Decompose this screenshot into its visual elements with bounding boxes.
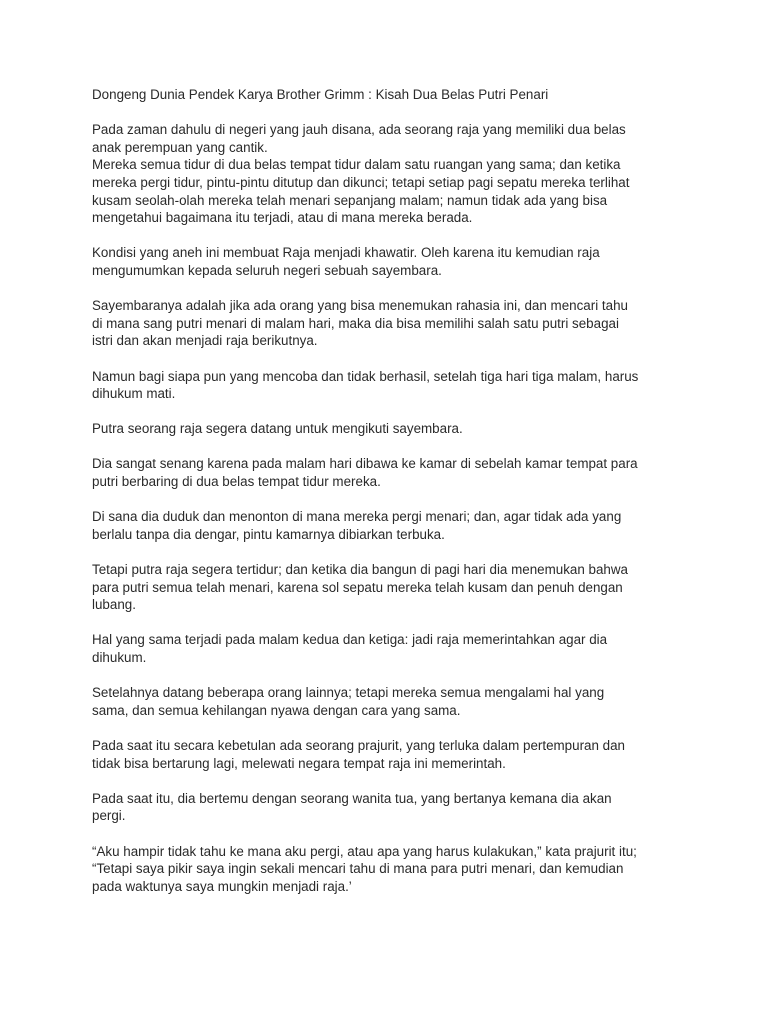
paragraph-13: “Aku hampir tidak tahu ke mana aku pergi, atau apa yang harus kulakukan,” kata prajurit itu; “Tetapi saya pikir saya ingin sekali mencari tahu di mana para putri menari, dan kemudian pada waktunya saya mungkin menjadi raja.’ (92, 843, 637, 894)
paragraph-5: Putra seorang raja segera datang untuk mengikuti sayembara. (92, 421, 463, 437)
paragraph-2: Kondisi yang aneh ini membuat Raja menjadi khawatir. Oleh karena itu kemudian raja mengumumkan kepada seluruh negeri sebuah sayembara. (92, 245, 600, 278)
paragraph-6: Dia sangat senang karena pada malam hari dibawa ke kamar di sebelah kamar tempat para putri berbaring di dua belas tempat tidur mereka. (92, 456, 638, 490)
paragraph-11: Pada saat itu secara kebetulan ada seorang prajurit, yang terluka dalam pertempuran dan tidak bisa bertarung lagi, melewati negara tempat raja ini memerintah. (92, 737, 625, 771)
paragraph-8: Tetapi putra raja segera tertidur; dan ketika dia bangun di pagi hari dia menemukan bahwa para putri semua telah menari, karena sol sepatu mereka telah kusam dan penuh dengan lubang. (92, 562, 628, 613)
paragraph-1: Pada zaman dahulu di negeri yang jauh disana, ada seorang raja yang memiliki dua belas anak perempuan yang cantik. Mereka semua tidur di dua belas tempat tidur dalam satu ruangan yang sama; dan ketika mereka pergi tidur, pintu-pintu ditutup dan dikunci; tetapi setiap pagi sepatu mereka terlihat kusam seolah-olah mereka telah menari sepanjang malam; namun tidak ada yang bisa mengetahui bagaimana itu terjadi, atau di mana mereka berada. (92, 122, 630, 226)
document-title: Dongeng Dunia Pendek Karya Brother Grimm : Kisah Dua Belas Putri Penari (92, 87, 549, 102)
paragraph-12: Pada saat itu, dia bertemu dengan seorang wanita tua, yang bertanya kemana dia akan pergi. (92, 790, 612, 824)
paragraph-3: Sayembaranya adalah jika ada orang yang bisa menemukan rahasia ini, dan mencari tahu di mana sang putri menari di malam hari, maka dia bisa memilihi salah satu putri sebagai istri dan akan menjadi raja berikutnya. (92, 298, 628, 349)
paragraph-4: Namun bagi siapa pun yang mencoba dan tidak berhasil, setelah tiga hari tiga malam, harus dihukum mati. (92, 368, 639, 402)
document-page (92, 86, 692, 895)
paragraph-7: Di sana dia duduk dan menonton di mana mereka pergi menari; dan, agar tidak ada yang berlalu tanpa dia dengar, pintu kamarnya dibiarkan terbuka. (92, 509, 622, 542)
paragraph-9: Hal yang sama terjadi pada malam kedua dan ketiga: jadi raja memerintahkan agar dia dihukum. (92, 632, 608, 665)
paragraph-10: Setelahnya datang beberapa orang lainnya; tetapi mereka semua mengalami hal yang sama, dan semua kehilangan nyawa dengan cara yang sama. (92, 685, 605, 718)
